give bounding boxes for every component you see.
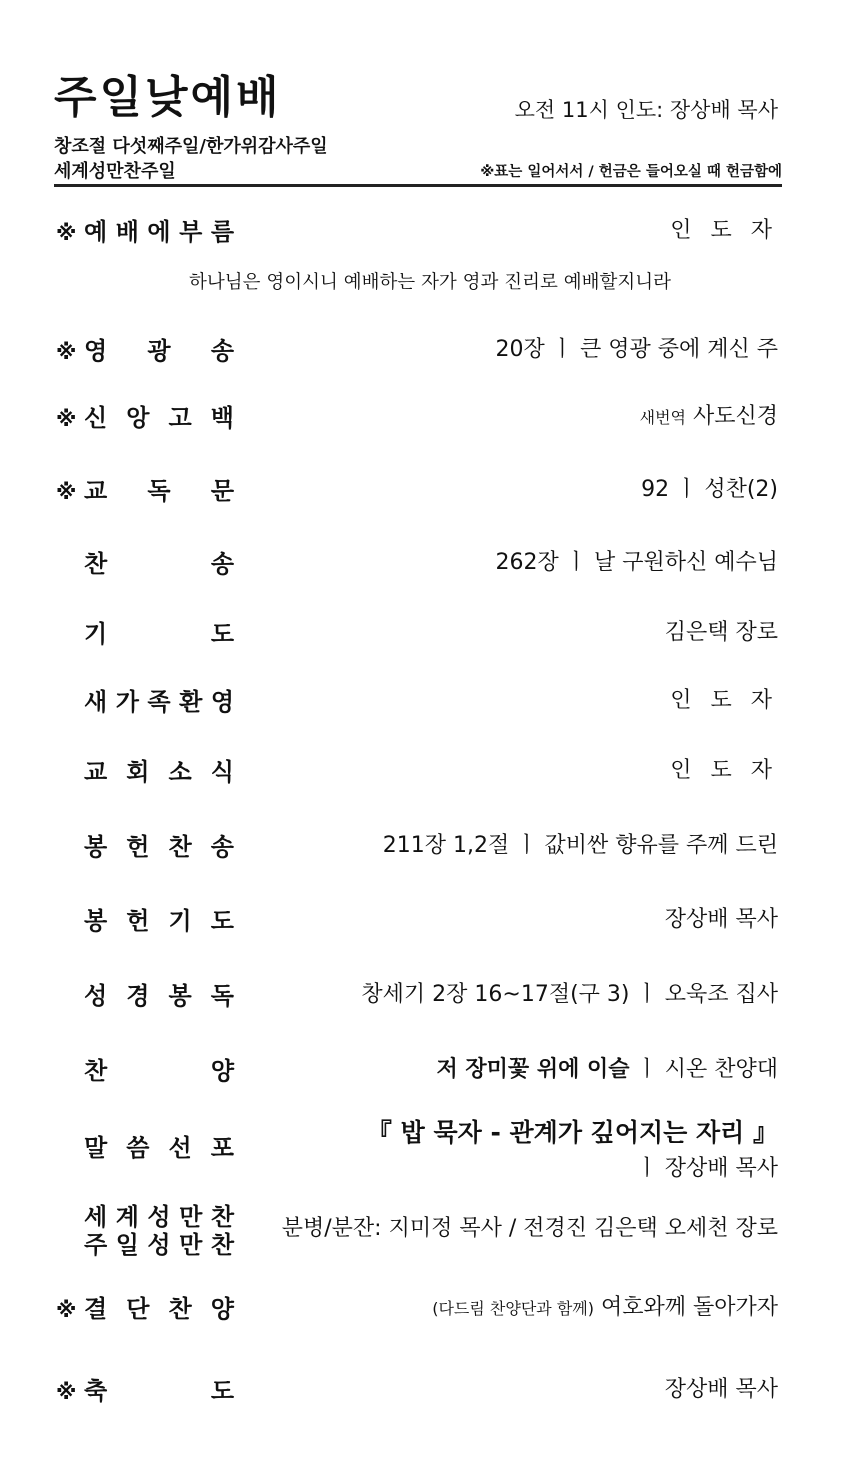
label-char: 찬: [168, 833, 192, 861]
label-char: 송: [210, 550, 234, 578]
order-value: 창세기 2장 16~17절(구 3) ㅣ 오욱조 집사: [361, 982, 778, 1007]
order-value: [437, 1059, 779, 1081]
standing-mark: ※: [56, 407, 77, 431]
standing-mark: ※: [56, 480, 77, 504]
order-value: 20장 ㅣ 큰 영광 중에 계신 주: [495, 337, 778, 362]
label-char: 성: [147, 1231, 171, 1259]
label-char: 부: [179, 218, 203, 246]
order-label: [84, 220, 234, 244]
label-char: 헌: [126, 907, 150, 935]
standing-note: ※표는 일어서서 / 헌금은 들어오실 때 헌금함에: [480, 164, 782, 180]
label-char: 기: [84, 620, 108, 648]
order-value: 211장 1,2절 ㅣ 값비싼 향유를 주께 드린: [382, 833, 778, 858]
label-char: 씀: [126, 1134, 150, 1162]
order-label: [84, 1205, 234, 1229]
page-title: 주일낮예배: [54, 72, 282, 123]
label-char: 족: [147, 688, 171, 716]
label-char: 찬: [84, 1057, 108, 1085]
label-char: 고: [168, 404, 192, 432]
label-char: 문: [210, 477, 234, 505]
order-label: [84, 1136, 234, 1160]
label-char: 성: [84, 982, 108, 1010]
label-char: 도: [210, 620, 234, 648]
label-char: 식: [210, 758, 234, 786]
label-char: 교: [84, 477, 108, 505]
label-char: 소: [168, 758, 192, 786]
label-char: 말: [84, 1134, 108, 1162]
order-label-line-2: [84, 1233, 234, 1257]
label-char: 백: [210, 404, 234, 432]
label-char: 경: [126, 982, 150, 1010]
subtitle-line-1: 창조절 다섯째주일/한가위감사주일: [54, 136, 328, 157]
order-label: [84, 479, 234, 503]
order-label: [84, 835, 234, 859]
label-char: 기: [168, 907, 192, 935]
label-char: 찬: [84, 550, 108, 578]
subtitle-line-2: 세계성만찬주일: [54, 161, 176, 182]
order-label: [84, 1059, 234, 1083]
label-char: 축: [84, 1377, 108, 1405]
order-value: 262장 ㅣ 날 구원하신 예수님: [495, 550, 778, 575]
song-note: (다드림 찬양단과 함께): [432, 1299, 594, 1318]
order-value: 장상배 목사: [664, 1377, 778, 1402]
order-label: [84, 984, 234, 1008]
label-char: 만: [179, 1203, 203, 1231]
label-char: 단: [126, 1295, 150, 1323]
label-char: 독: [147, 477, 171, 505]
sermon-preacher: ㅣ 장상배 목사: [636, 1156, 778, 1181]
creed-name: 사도신경: [692, 404, 778, 429]
label-char: 찬: [168, 1295, 192, 1323]
order-value: 인 도 자: [670, 218, 778, 243]
order-label: [84, 760, 234, 784]
label-char: 헌: [126, 833, 150, 861]
label-char: 찬: [210, 1231, 234, 1259]
order-value: 김은택 장로: [664, 620, 778, 645]
label-char: 포: [210, 1134, 234, 1162]
label-char: 도: [210, 907, 234, 935]
order-label: [84, 1297, 234, 1321]
label-char: 양: [210, 1057, 234, 1085]
label-char: 만: [179, 1231, 203, 1259]
label-char: 송: [210, 833, 234, 861]
order-label: [84, 406, 234, 430]
label-char: 에: [147, 218, 171, 246]
order-value: [432, 1297, 778, 1319]
standing-mark: ※: [56, 221, 77, 245]
label-char: 영: [84, 337, 108, 365]
label-char: 예: [84, 218, 108, 246]
label-char: 신: [84, 404, 108, 432]
label-char: 도: [210, 1377, 234, 1405]
label-char: 교: [84, 758, 108, 786]
label-char: 앙: [126, 404, 150, 432]
label-char: 세: [84, 1203, 108, 1231]
label-char: 계: [115, 1203, 139, 1231]
label-char: 광: [147, 337, 171, 365]
order-value: 장상배 목사: [664, 907, 778, 932]
header-divider: [54, 184, 782, 187]
sermon-title: 『 밥 묵자 - 관계가 깊어지는 자리 』: [366, 1118, 778, 1147]
label-char: 송: [210, 337, 234, 365]
call-to-worship-verse: 하나님은 영이시니 예배하는 자가 영과 진리로 예배할지니라: [188, 272, 672, 293]
anthem-title: 저 장미꽃 위에 이슬: [436, 1057, 630, 1082]
version-note: 새번역: [639, 408, 686, 427]
song-title: 여호와께 돌아가자: [600, 1295, 778, 1320]
label-char: 일: [115, 1231, 139, 1259]
order-label: [84, 622, 234, 646]
order-value: 92 ㅣ 성찬(2): [641, 477, 778, 502]
label-char: 회: [126, 758, 150, 786]
order-label: [84, 690, 234, 714]
label-char: 름: [210, 218, 234, 246]
standing-mark: ※: [56, 1380, 77, 1404]
label-char: 결: [84, 1295, 108, 1323]
label-char: 찬: [210, 1203, 234, 1231]
label-char: 봉: [168, 982, 192, 1010]
label-char: 성: [147, 1203, 171, 1231]
standing-mark: ※: [56, 340, 77, 364]
order-value: [640, 406, 778, 428]
label-char: 독: [210, 982, 234, 1010]
order-value: 인 도 자: [670, 758, 778, 783]
service-time-leader: 오전 11시 인도: 장상배 목사: [514, 98, 778, 122]
standing-mark: ※: [56, 1298, 77, 1322]
label-char: 봉: [84, 833, 108, 861]
order-label: [84, 339, 234, 363]
order-value: 인 도 자: [670, 688, 778, 713]
order-label: [84, 1379, 234, 1403]
label-char: 가: [115, 688, 139, 716]
label-char: 새: [84, 688, 108, 716]
label-char: 양: [210, 1295, 234, 1323]
order-value: 분병/분잔: 지미정 목사 / 전경진 김은택 오세천 장로: [281, 1216, 778, 1241]
label-char: 선: [168, 1134, 192, 1162]
label-char: 봉: [84, 907, 108, 935]
order-label: [84, 909, 234, 933]
label-char: 영: [210, 688, 234, 716]
label-char: 배: [115, 218, 139, 246]
label-char: 주: [84, 1231, 108, 1259]
label-char: 환: [179, 688, 203, 716]
order-label: [84, 552, 234, 576]
anthem-choir: ㅣ 시온 찬양대: [629, 1057, 778, 1082]
